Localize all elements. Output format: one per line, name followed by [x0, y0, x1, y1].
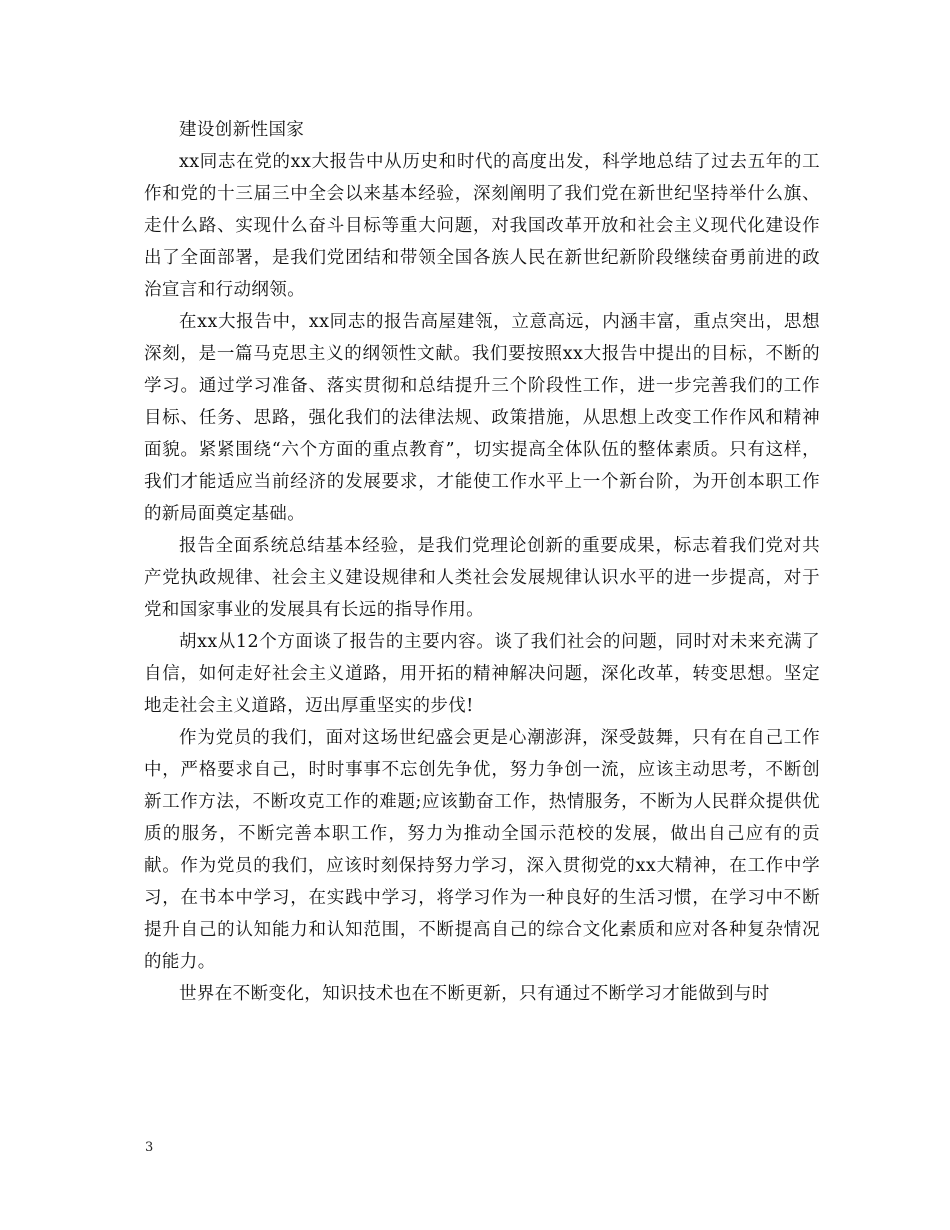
paragraph: 胡xx从12个方面谈了报告的主要内容。谈了我们社会的问题，同时对未来充满了自信，如何走好社会主义道路，用开拓的精神解决问题，深化改革，转变思想。坚定地走社会主义道路，迈出厚重坚实的步伐!: [144, 632, 820, 716]
paragraph: 作为党员的我们，面对这场世纪盛会更是心潮澎湃，深受鼓舞，只有在自己工作中，严格要求自己，时时事事不忘创先争优，努力争创一流，应该主动思考，不断创新工作方法，不断攻克工作的难题;应该勤奋工作，热情服务，不断为人民群众提供优质的服务，不断完善本职工作，努力为推动全国示范校的发展，做出自己应有的贡献。作为党员的我们，应该时刻保持努力学习，深入贯彻党的xx大精神，在工作中学习，在书本中学习，在实践中学习，将学习作为一种良好的生活习惯，在学习中不断提升自己的认知能力和认知范围，不断提高自己的综合文化素质和应对各种复杂情况的能力。: [144, 728, 820, 972]
paragraph: xx同志在党的xx大报告中从历史和时代的高度出发，科学地总结了过去五年的工作和党的十三届三中全会以来基本经验，深刻阐明了我们党在新世纪坚持举什么旗、走什么路、实现什么奋斗目标等重大问题，对我国改革开放和社会主义现代化建设作出了全面部署，是我们党团结和带领全国各族人民在新世纪新阶段继续奋勇前进的政治宣言和行动纲领。: [144, 152, 820, 300]
document-body: [144, 114, 820, 1010]
paragraph: 在xx大报告中，xx同志的报告高屋建瓴，立意高远，内涵丰富，重点突出，思想深刻，是一篇马克思主义的纲领性文献。我们要按照xx大报告中提出的目标，不断的学习。通过学习准备、落实贯彻和总结提升三个阶段性工作，进一步完善我们的工作目标、任务、思路，强化我们的法律法规、政策措施，从思想上改变工作作风和精神面貌。紧紧围绕“六个方面的重点教育”，切实提高全体队伍的整体素质。只有这样，我们才能适应当前经济的发展要求，才能使工作水平上一个新台阶，为开创本职工作的新局面奠定基础。: [144, 312, 820, 524]
paragraph: 报告全面系统总结基本经验，是我们党理论创新的重要成果，标志着我们党对共产党执政规律、社会主义建设规律和人类社会发展规律认识水平的进一步提高，对于党和国家事业的发展具有长远的指导作用。: [144, 536, 820, 620]
document-heading: 建设创新性国家: [179, 120, 305, 140]
paragraph: 世界在不断变化，知识技术也在不断更新，只有通过不断学习才能做到与时: [179, 984, 770, 1004]
page-number: 3: [145, 1140, 154, 1155]
